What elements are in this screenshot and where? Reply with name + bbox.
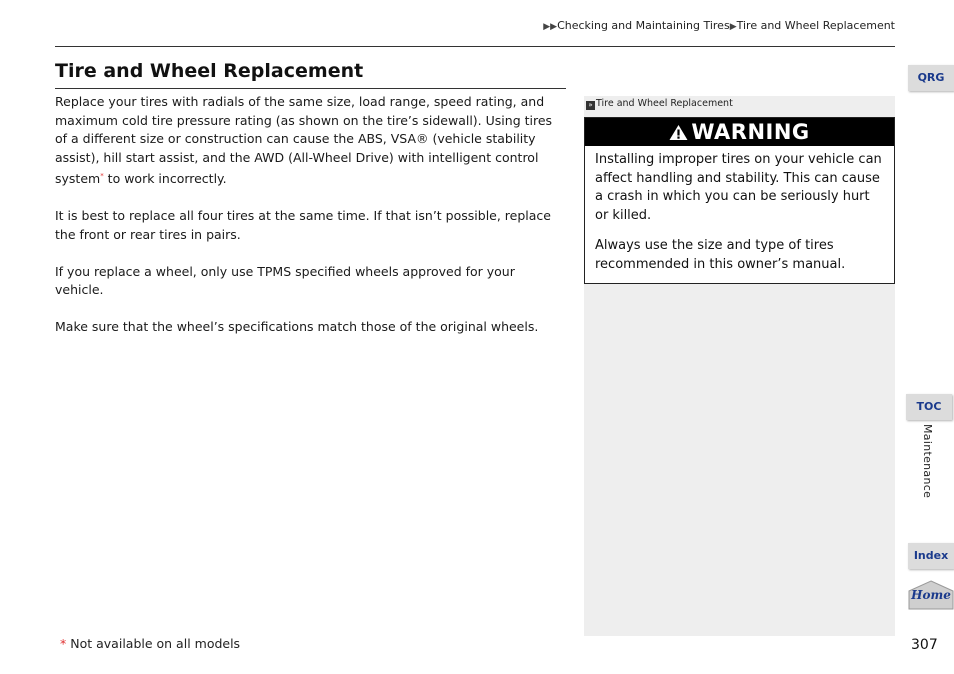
paragraph-text-end: to work incorrectly. <box>103 171 227 187</box>
footnote-text: Not available on all models <box>70 636 241 651</box>
index-tab-button[interactable]: Index <box>908 543 954 569</box>
sidebar-reference-header[interactable] <box>584 96 895 111</box>
paragraph-tpms-wheels: If you replace a wheel, only use TPMS specified wheels approved for your vehicle. <box>55 263 515 298</box>
breadcrumb-arrows-icon: ▶▶ <box>543 22 558 32</box>
breadcrumb-separator-icon: ▶ <box>729 22 737 32</box>
paragraph-replace-all: It is best to replace all four tires at the same time. If that isn’t possible, replace the front or rear tires in pairs. <box>55 208 551 242</box>
breadcrumb-current: Tire and Wheel Replacement <box>736 19 895 32</box>
toc-tab-button[interactable]: TOC <box>906 394 952 420</box>
page-title: Tire and Wheel Replacement <box>55 60 364 82</box>
qrg-tab-button[interactable]: QRG <box>908 65 954 91</box>
breadcrumb-section-link[interactable]: Checking and Maintaining Tires <box>557 19 730 32</box>
header-divider <box>55 46 895 47</box>
reference-arrow-icon: » <box>586 101 595 110</box>
sidebar-reference-label: Tire and Wheel Replacement <box>596 98 733 109</box>
main-body-text <box>55 93 566 355</box>
footnote-marker[interactable]: * <box>100 172 104 180</box>
warning-text-1: Installing improper tires on your vehicle can affect handling and stability. This can cause a crash in which you can be seriously hurt or killed. <box>595 152 882 223</box>
warning-box <box>584 117 895 284</box>
breadcrumb <box>543 19 895 32</box>
warning-label: WARNING <box>691 120 810 144</box>
section-label-maintenance: Maintenance <box>921 424 934 499</box>
warning-triangle-icon <box>669 124 688 141</box>
home-button-label[interactable]: Home <box>911 588 951 602</box>
paragraph-text: Replace your tires with radials of the same size, load range, speed rating, and maximum cold tire pressure rating (as shown on the tire’s sidewall). Using tires of a different size or construction can cause the ABS, VSA® (vehicle stability assist), hill start assist, and the AWD (All-Wheel Drive) with intelligent control system <box>55 94 553 187</box>
footnote-star-icon: * <box>60 636 67 651</box>
paragraph-wheel-specs: Make sure that the wheel’s specifications match those of the original wheels. <box>55 319 539 335</box>
page-number: 307 <box>911 637 938 653</box>
warning-text-2: Always use the size and type of tires recommended in this owner’s manual. <box>595 238 846 272</box>
title-divider <box>55 88 566 89</box>
footnote <box>60 636 240 651</box>
warning-body <box>585 146 894 274</box>
paragraph-tire-compatibility <box>55 93 566 189</box>
warning-header <box>585 118 894 146</box>
